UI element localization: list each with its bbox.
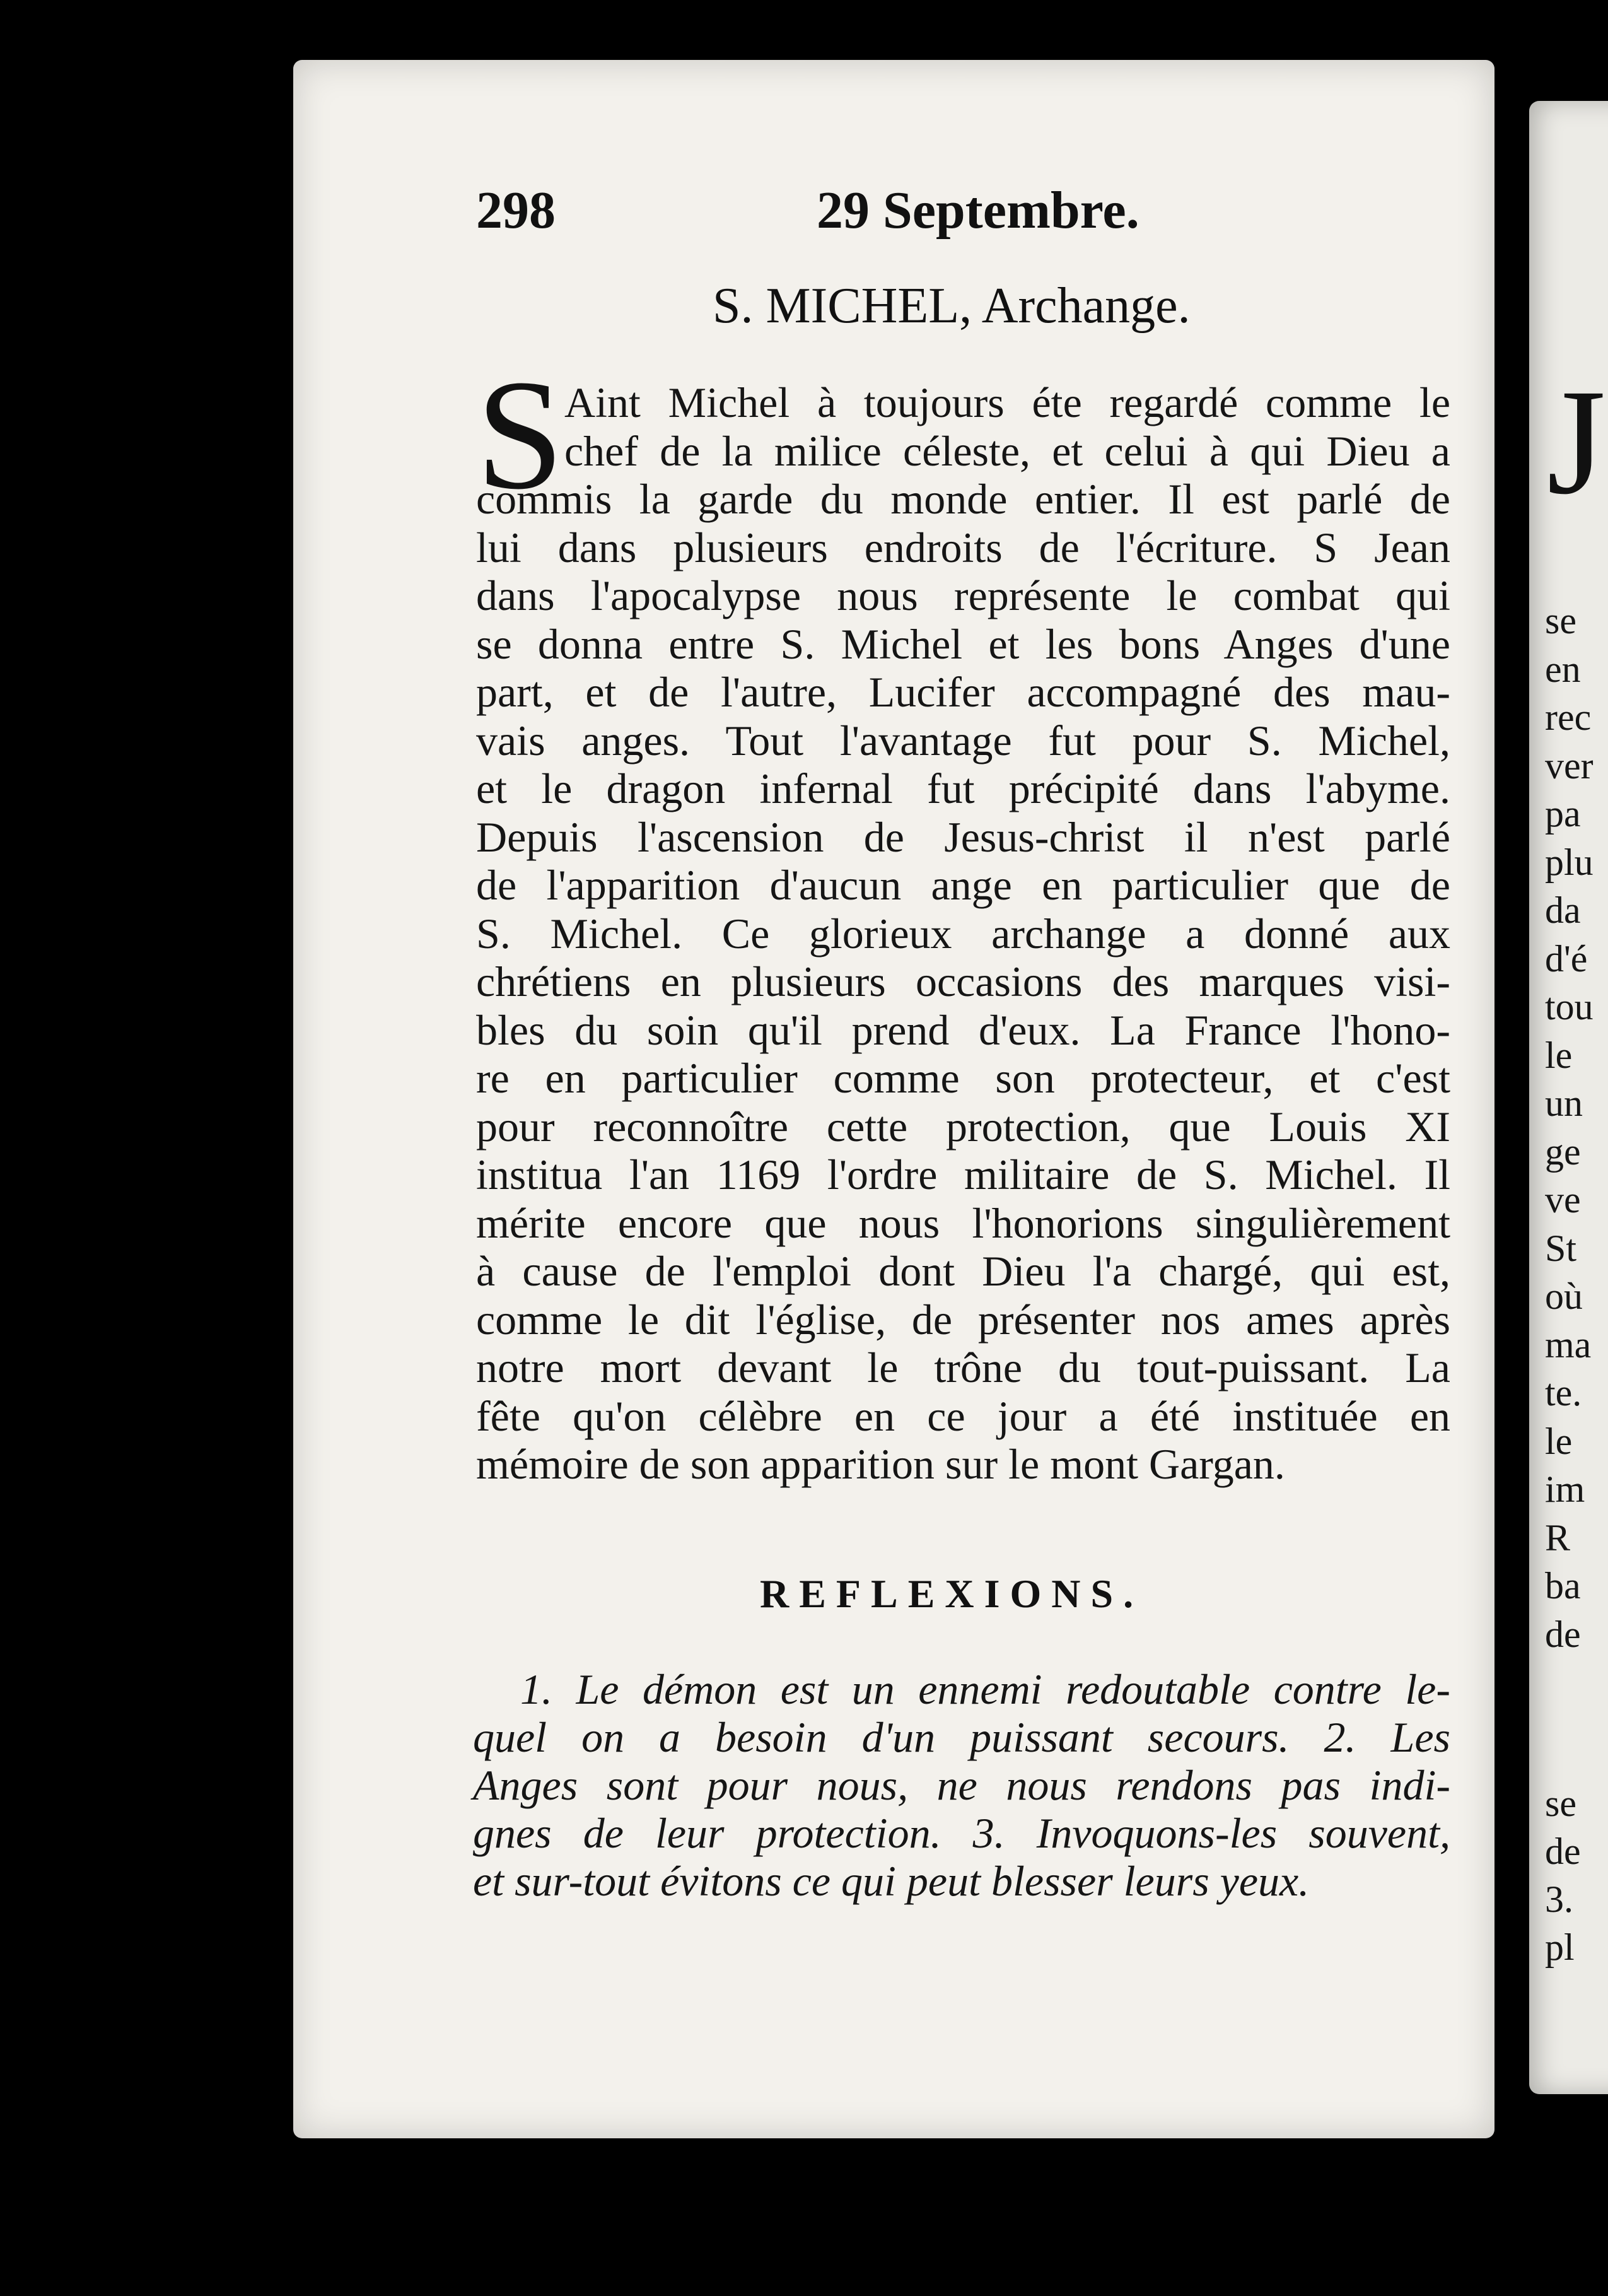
adjacent-line: le	[1545, 1420, 1573, 1462]
adjacent-line: en	[1545, 648, 1581, 690]
text-line: Depuis l'ascension de Jesus-christ il n'est parlé	[476, 812, 1450, 861]
adjacent-line: rec	[1545, 696, 1592, 738]
text-line: bles du soin qu'il prend d'eux. La France l'hono-	[476, 1005, 1450, 1054]
body-text	[476, 378, 1450, 1489]
text-line: notre mort devant le trône du tout-puissant. La	[476, 1344, 1450, 1391]
text-line: dans l'apocalypse nous représente le combat qui	[476, 571, 1450, 619]
adjacent-line: te.	[1545, 1372, 1582, 1414]
text-line: et le dragon infernal fut précipité dans l'abyme.	[476, 764, 1450, 812]
adjacent-line: R	[1545, 1516, 1571, 1559]
text-line: mérite encore que nous l'honorions singulièrement	[476, 1198, 1450, 1247]
drop-cap: S	[476, 348, 564, 522]
adjacent-line: ba	[1545, 1565, 1581, 1607]
reflexion-line: et sur-tout évitons ce qui peut blesser leurs yeux.	[473, 1857, 1310, 1905]
reflexion-line: 1. Le démon est un ennemi redoutable contre le-	[520, 1665, 1450, 1713]
adjacent-line: ve	[1545, 1179, 1581, 1221]
adjacent-line: se	[1545, 600, 1576, 641]
adjacent-line: ver	[1545, 744, 1593, 787]
text-line: Aint Michel à toujours éte regardé comme le	[564, 378, 1450, 426]
text-line: chef de la milice céleste, et celui à qui Dieu a	[564, 426, 1450, 475]
text-line: part, et de l'autre, Lucifer accompagné des mau-	[476, 668, 1450, 716]
text-line: fête qu'on célèbre en ce jour a été instituée en	[476, 1391, 1450, 1440]
page-number: 298	[476, 181, 556, 240]
adjacent-page-fragment	[1529, 101, 1608, 2094]
adjacent-line: de	[1545, 1613, 1581, 1655]
adjacent-line: St	[1545, 1227, 1577, 1269]
text-line: chrétiens en plusieurs occasions des marques visi-	[476, 958, 1450, 1005]
adjacent-line: 3.	[1545, 1878, 1573, 1920]
text-line: institua l'an 1169 l'ordre militaire de S. Michel. Il	[476, 1151, 1450, 1198]
adjacent-line: de	[1545, 1830, 1581, 1872]
text-line: re en particulier comme son protecteur, et c'est	[476, 1054, 1450, 1102]
adjacent-line: tou	[1545, 986, 1593, 1028]
adjacent-line: ma	[1545, 1323, 1592, 1366]
running-head: 29 Septembre.	[817, 181, 1139, 240]
text-line: S. Michel. Ce glorieux archange a donné aux	[476, 909, 1450, 958]
reflexion-line: Anges sont pour nous, ne nous rendons pas indi-	[473, 1761, 1450, 1809]
text-line: pour reconnoître cette protection, que Louis XI	[476, 1102, 1450, 1151]
adjacent-line: da	[1545, 889, 1581, 931]
adjacent-line: pa	[1545, 793, 1581, 835]
adjacent-line: le	[1545, 1034, 1573, 1076]
text-line: se donna entre S. Michel et les bons Anges d'une	[476, 619, 1450, 668]
chapter-title: S. MICHEL, Archange.	[713, 278, 1191, 334]
adjacent-line: un	[1545, 1082, 1583, 1124]
reflexions-heading: REFLEXIONS.	[760, 1571, 1144, 1616]
adjacent-line: d'é	[1545, 937, 1588, 980]
text-line: vais anges. Tout l'avantage fut pour S. Michel,	[476, 716, 1450, 764]
adjacent-line: plu	[1545, 841, 1593, 883]
adjacent-line: im	[1545, 1468, 1585, 1510]
text-line: commis la garde du monde entier. Il est parlé de	[476, 475, 1450, 523]
adjacent-dropcap: J	[1547, 358, 1606, 525]
adjacent-line: pl	[1545, 1926, 1575, 1968]
page-header	[476, 180, 1485, 249]
reflexion-line: quel on a besoin d'un puissant secours. 2. Les	[473, 1713, 1450, 1761]
text-line: de l'apparition d'aucun ange en particulier que de	[476, 861, 1450, 909]
text-line: mémoire de son apparition sur le mont Gargan.	[476, 1440, 1285, 1488]
adjacent-line: ge	[1545, 1130, 1581, 1173]
reflexion-line: gnes de leur protection. 3. Invoquons-les souvent,	[473, 1809, 1450, 1857]
reflexions-text	[473, 1665, 1450, 1905]
adjacent-line: où	[1545, 1275, 1583, 1317]
adjacent-line: se	[1545, 1783, 1576, 1824]
text-line: lui dans plusieurs endroits de l'écriture. S Jean	[476, 523, 1450, 571]
text-line: à cause de l'emploi dont Dieu l'a chargé, qui est,	[476, 1247, 1450, 1295]
text-line: comme le dit l'église, de présenter nos ames après	[476, 1295, 1450, 1344]
